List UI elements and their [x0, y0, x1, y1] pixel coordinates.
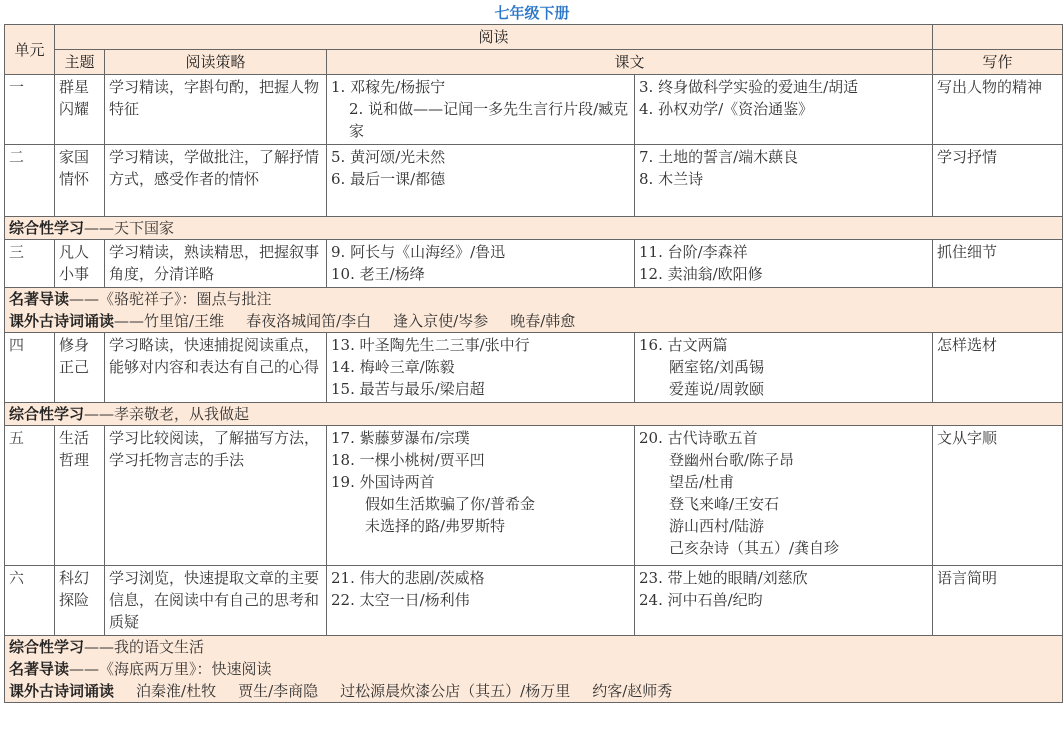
table-row	[5, 75, 1063, 145]
unit-strategy: 学习精读，学做批注，了解抒情方式，感受作者的情怀	[105, 145, 327, 217]
header-unit: 单元	[5, 25, 55, 75]
header-strategy: 阅读策略	[105, 50, 327, 75]
header-reading: 阅读	[55, 25, 933, 50]
lesson-item: 18. 一棵小桃树/贾平凹	[331, 451, 485, 469]
lesson-item: 爱莲说/周敦颐	[669, 380, 765, 398]
band-end-of-term: 综合性学习——我的语文生活 名著导读——《海底两万里》：快速阅读 课外古诗词诵读 泊秦淮/杜牧 贾生/李商隐 过松源晨炊漆公店（其五）/杨万里 约客/赵师秀	[5, 636, 1063, 703]
unit-texts-left	[327, 333, 635, 403]
lesson-item: 假如生活欺骗了你/普希金	[365, 495, 536, 513]
lesson-item: 登幽州台歌/陈子昂	[669, 451, 795, 469]
header-writing: 写作	[933, 50, 1063, 75]
lesson-item: 3. 终身做科学实验的爱迪生/胡适	[639, 78, 859, 96]
unit-topic: 科幻探险	[55, 566, 105, 636]
unit-writing: 抓住细节	[933, 240, 1063, 288]
unit-strategy: 学习精读，字斟句酌，把握人物特征	[105, 75, 327, 145]
unit-texts-left	[327, 75, 635, 145]
table-row	[5, 403, 1063, 426]
lesson-item: 17. 紫藤萝瀑布/宗璞	[331, 429, 470, 447]
unit-texts-right	[635, 333, 933, 403]
table-row	[5, 333, 1063, 403]
lesson-item: 1. 邓稼先/杨振宁	[331, 78, 446, 96]
unit-texts-right	[635, 426, 933, 566]
lesson-item: 9. 阿长与《山海经》/鲁迅	[331, 243, 506, 261]
unit-number: 二	[5, 145, 55, 217]
table-row	[5, 636, 1063, 703]
lesson-item: 16. 古文两篇	[639, 336, 728, 354]
unit-strategy: 学习略读，快速捕捉阅读重点，能够对内容和表达有自己的心得	[105, 333, 327, 403]
lesson-item: 7. 土地的誓言/端木蕻良	[639, 148, 799, 166]
lesson-item: 登飞来峰/王安石	[669, 495, 780, 513]
unit-writing: 文从字顺	[933, 426, 1063, 566]
unit-texts-right	[635, 75, 933, 145]
header-topic: 主题	[55, 50, 105, 75]
band-comprehensive-study: 综合性学习——天下国家	[5, 217, 1063, 240]
unit-texts-left	[327, 240, 635, 288]
lesson-item: 21. 伟大的悲剧/茨威格	[331, 569, 485, 587]
lesson-item: 12. 卖油翁/欧阳修	[639, 265, 763, 283]
lesson-item: 6. 最后一课/都德	[331, 170, 446, 188]
lesson-item: 游山西村/陆游	[669, 517, 765, 535]
lesson-item: 20. 古代诗歌五首	[639, 429, 758, 447]
lesson-item: 5. 黄河颂/光未然	[331, 148, 446, 166]
unit-topic: 修身正己	[55, 333, 105, 403]
unit-topic: 群星闪耀	[55, 75, 105, 145]
unit-texts-right	[635, 240, 933, 288]
unit-texts-left	[327, 426, 635, 566]
table-row	[5, 288, 1063, 333]
unit-writing: 学习抒情	[933, 145, 1063, 217]
unit-topic: 凡人小事	[55, 240, 105, 288]
unit-writing: 怎样选材	[933, 333, 1063, 403]
lesson-item: 13. 叶圣陶先生二三事/张中行	[331, 336, 530, 354]
lesson-item: 11. 台阶/李森祥	[639, 243, 748, 261]
lesson-item: 23. 带上她的眼睛/刘慈欣	[639, 569, 808, 587]
lesson-item: 22. 太空一日/杨利伟	[331, 591, 470, 609]
unit-writing: 写出人物的精神	[933, 75, 1063, 145]
lesson-item: 未选择的路/弗罗斯特	[365, 517, 506, 535]
lesson-item: 10. 老王/杨绛	[331, 265, 425, 283]
unit-number: 四	[5, 333, 55, 403]
header-texts: 课文	[327, 50, 933, 75]
table-row	[5, 566, 1063, 636]
table-row	[5, 426, 1063, 566]
unit-number: 三	[5, 240, 55, 288]
lesson-item: 14. 梅岭三章/陈毅	[331, 358, 455, 376]
band-classic-reading: 名著导读——《骆驼祥子》：圈点与批注 课外古诗词诵读——竹里馆/王维 春夜洛城闻笛/李白 逢入京使/岑参 晚春/韩愈	[5, 288, 1063, 333]
unit-strategy: 学习比较阅读，了解描写方法，学习托物言志的手法	[105, 426, 327, 566]
lesson-item: 陋室铭/刘禹锡	[669, 358, 765, 376]
lesson-item: 望岳/杜甫	[669, 473, 735, 491]
unit-number: 一	[5, 75, 55, 145]
unit-writing: 语言简明	[933, 566, 1063, 636]
table-row	[5, 145, 1063, 217]
band-comprehensive-study: 综合性学习——孝亲敬老，从我做起	[5, 403, 1063, 426]
unit-number: 六	[5, 566, 55, 636]
lesson-item: 19. 外国诗两首	[331, 473, 435, 491]
unit-texts-right	[635, 145, 933, 217]
unit-strategy: 学习浏览，快速提取文章的主要信息，在阅读中有自己的思考和质疑	[105, 566, 327, 636]
curriculum-table	[4, 24, 1063, 703]
unit-texts-left	[327, 566, 635, 636]
lesson-item: 己亥杂诗（其五）/龚自珍	[669, 539, 840, 557]
unit-texts-right	[635, 566, 933, 636]
unit-number: 五	[5, 426, 55, 566]
unit-strategy: 学习精读，熟读精思，把握叙事角度，分清详略	[105, 240, 327, 288]
table-row	[5, 217, 1063, 240]
unit-texts-left	[327, 145, 635, 217]
lesson-item: 15. 最苦与最乐/梁启超	[331, 380, 485, 398]
table-row	[5, 240, 1063, 288]
unit-topic: 生活哲理	[55, 426, 105, 566]
lesson-item: 24. 河中石兽/纪昀	[639, 591, 763, 609]
lesson-item: 8. 木兰诗	[639, 170, 704, 188]
lesson-item: 2. 说和做——记闻一多先生言行片段/臧克家	[349, 100, 629, 140]
lesson-item: 4. 孙权劝学/《资治通鉴》	[639, 100, 814, 118]
page-title: 七年级下册	[494, 4, 570, 22]
unit-topic: 家国情怀	[55, 145, 105, 217]
